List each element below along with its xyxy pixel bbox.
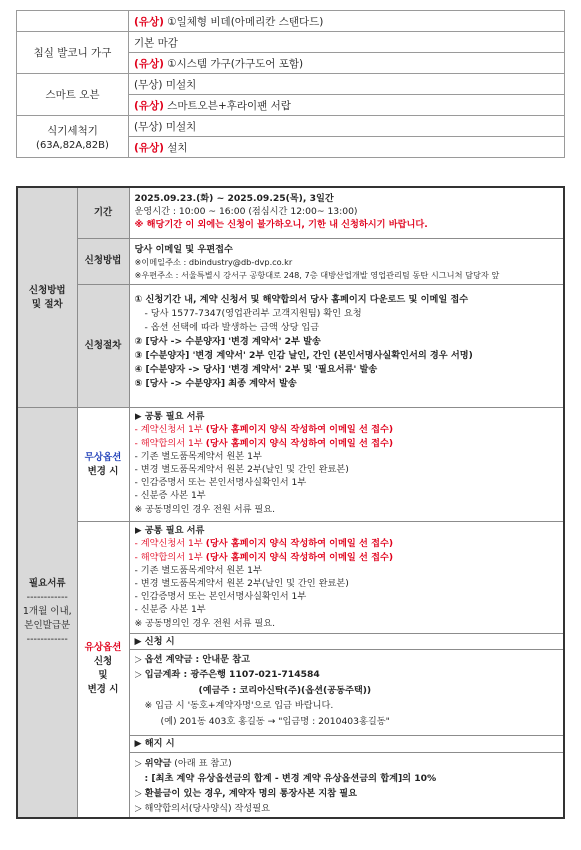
period-content xyxy=(129,187,564,238)
label-line: 변경 시 xyxy=(87,684,119,696)
option-value xyxy=(129,116,565,137)
option-category xyxy=(17,116,129,158)
paid-docs-row xyxy=(17,522,564,818)
doc-item: - 변경 별도품목계약서 원본 2부(날인 및 간인 완료본) xyxy=(134,577,349,589)
option-category: 스마트 오븐 xyxy=(17,74,129,116)
period-row xyxy=(17,187,564,238)
doc-item: - 변경 별도품목계약서 원본 2부(날인 및 간인 완료본) xyxy=(134,463,349,475)
step-1a: - 당사 1577-7347(영업관리부 고객지원팀) 확인 요청 xyxy=(144,308,362,320)
option-text: 설치 xyxy=(167,141,188,154)
option-row xyxy=(17,32,565,53)
section-note: 본인발급분 xyxy=(24,620,71,632)
doc-item: ※ 공동명의인 경우 전원 서류 필요. xyxy=(134,503,276,515)
steps-label: 신청절차 xyxy=(77,285,129,408)
section-divider: ------------ xyxy=(26,634,68,646)
section-label: 신청방법 xyxy=(28,284,66,296)
docs-header: ▶ 공통 필요 서류 xyxy=(134,525,205,537)
option-value xyxy=(129,137,565,158)
option-row xyxy=(17,116,565,137)
label-line: 무상옵션 xyxy=(84,451,122,463)
doc-item: - 신분증 사본 1부 xyxy=(134,604,206,616)
option-category: 침실 발코니 가구 xyxy=(17,32,129,74)
paid-tag: (유상) xyxy=(134,57,164,70)
step-4: ④ [수분양자 -> 당사] '변경 계약서' 2부 및 '필요서류' 발송 xyxy=(134,364,378,376)
doc-item: ※ 공동명의인 경우 전원 서류 필요. xyxy=(134,617,276,629)
cancel-line: : [최초 계약 유상옵션금의 합계 - 변경 계약 유상옵션금의 합계]의 10% xyxy=(144,772,437,784)
step-3: ③ [수분양자] '변경 계약서' 2부 인감 날인, 간인 (본인서명사실확인서의 경우 서명) xyxy=(134,350,473,362)
docs-header: ▶ 공통 필요 서류 xyxy=(134,411,205,423)
option-value xyxy=(129,11,565,32)
method-label: 신청방법 xyxy=(77,238,129,285)
cancel-content xyxy=(135,753,559,816)
option-text: 미설치 xyxy=(165,78,197,91)
apply-line: (예) 201동 403호 홍길동 → "입금명 : 2010403홍길동" xyxy=(160,715,390,727)
method-title: 당사 이메일 및 우편접수 xyxy=(134,243,233,255)
apply-line: (예금주 : 코리아신탁(주)(옵션(공동주택)) xyxy=(198,684,372,696)
paid-tag: (유상) xyxy=(134,15,164,28)
method-content xyxy=(129,238,564,285)
label-line: 변경 시 xyxy=(87,465,119,477)
procedure-table xyxy=(16,186,565,819)
step-2: ② [당사 -> 수분양자] '변경 계약서' 2부 발송 xyxy=(134,336,321,348)
doc-item: - 인감증명서 또는 본인서명사실확인서 1부 xyxy=(134,477,307,489)
doc-item-note: (당사 홈페이지 양식 작성하여 이메일 선 접수) xyxy=(205,538,394,550)
cancel-header: ▶ 해지 시 xyxy=(130,735,564,752)
cancel-note: (아래 표 참고) xyxy=(171,757,232,769)
period-dates: 2025.09.23.(화) ~ 2025.09.25(목), 3일간 xyxy=(134,193,334,204)
option-category-label: 식기세척기 xyxy=(47,124,98,137)
option-value: 기본 마감 xyxy=(129,32,565,53)
doc-item: - 기존 별도품목계약서 원본 1부 xyxy=(134,450,262,462)
step-1: ① 신청기간 내, 계약 신청서 및 해약합의서 당사 홈페이지 다운로드 및 이메일 접수 xyxy=(134,294,469,306)
label-line: 및 xyxy=(98,670,108,682)
section-label: 필요서류 xyxy=(28,578,66,590)
doc-item-note: (당사 홈페이지 양식 작성하여 이메일 선 접수) xyxy=(205,424,394,436)
apply-line: ※ 입금 시 '동호+계약자명'으로 입금 바랍니다. xyxy=(144,700,334,712)
free-tag: (무상) xyxy=(134,120,163,133)
doc-item: - 인감증명서 또는 본인서명사실확인서 1부 xyxy=(134,591,307,603)
step-5: ⑤ [당사 -> 수분양자] 최종 계약서 발송 xyxy=(134,378,297,390)
section-note: 1개월 이내, xyxy=(22,606,72,618)
doc-item-note: (당사 홈페이지 양식 작성하여 이메일 선 접수) xyxy=(205,551,394,563)
option-table xyxy=(16,10,565,158)
apply-header: ▶ 신청 시 xyxy=(130,633,564,650)
paid-docs-content xyxy=(129,522,564,818)
option-value xyxy=(129,53,565,74)
free-docs-row xyxy=(17,408,564,522)
apply-line: ▷ 입금계좌 : 광주은행 1107-021-714584 xyxy=(134,669,320,681)
option-value xyxy=(129,74,565,95)
section-procedure xyxy=(17,187,77,408)
apply-line: ▷ 옵션 계약금 : 안내문 참고 xyxy=(134,653,250,665)
option-text: ①시스템 가구(가구도어 포함) xyxy=(167,57,304,70)
option-row xyxy=(17,11,565,32)
paid-tag: (유상) xyxy=(134,141,164,154)
section-label: 및 절차 xyxy=(31,298,63,310)
steps-row xyxy=(17,285,564,408)
option-category-empty xyxy=(17,11,129,32)
paid-option-label xyxy=(77,522,129,818)
doc-item: - 계약신청서 1부 xyxy=(134,538,206,550)
option-value xyxy=(129,95,565,116)
doc-item: - 해약합의서 1부 xyxy=(134,437,206,449)
apply-content xyxy=(135,650,559,736)
free-tag: (무상) xyxy=(134,78,163,91)
doc-item: - 계약신청서 1부 xyxy=(134,424,206,436)
option-text: ①일체형 비데(아메리칸 스탠다드) xyxy=(167,15,324,28)
steps-content xyxy=(129,285,564,408)
label-line: 유상옵션 xyxy=(84,642,122,654)
free-option-label xyxy=(77,408,129,522)
free-docs-content xyxy=(129,408,564,522)
method-post: ※우편주소 : 서울특별시 강서구 공항대로 248, 7층 대방산업개발 영업관리팀 동탄 시그니처 담당자 앞 xyxy=(134,269,500,280)
cancel-line: ▷ 위약금 xyxy=(134,757,172,769)
period-hours: 운영시간 : 10:00 ~ 16:00 (점심시간 12:00~ 13:00) xyxy=(134,206,358,218)
option-category-sub: (63A,82A,82B) xyxy=(36,139,109,151)
doc-item: - 해약합의서 1부 xyxy=(134,551,206,563)
cancel-line: ▷ 해약합의서(당사양식) 작성필요 xyxy=(134,802,270,814)
section-divider: ------------ xyxy=(26,592,68,604)
method-row xyxy=(17,238,564,285)
label-line: 신청 xyxy=(93,656,113,668)
step-1b: - 옵션 선택에 따라 발생하는 금액 상당 입금 xyxy=(144,322,320,334)
option-row xyxy=(17,74,565,95)
option-text: 미설치 xyxy=(165,120,197,133)
period-label: 기간 xyxy=(77,187,129,238)
doc-item: - 기존 별도품목계약서 원본 1부 xyxy=(134,564,262,576)
period-warning: ※ 해당기간 이 외에는 신청이 불가하오니, 기한 내 신청하시기 바랍니다. xyxy=(134,219,428,231)
method-email: ※이메일주소 : dbindustry@db-dvp.co.kr xyxy=(134,256,293,267)
option-text: 스마트오븐+후라이팬 서랍 xyxy=(167,99,291,112)
paid-tag: (유상) xyxy=(134,99,164,112)
section-documents xyxy=(17,408,77,818)
doc-item: - 신분증 사본 1부 xyxy=(134,490,206,502)
doc-item-note: (당사 홈페이지 양식 작성하여 이메일 선 접수) xyxy=(205,437,394,449)
cancel-line: ▷ 환불금이 있는 경우, 계약자 명의 통장사본 지참 필요 xyxy=(134,787,358,799)
